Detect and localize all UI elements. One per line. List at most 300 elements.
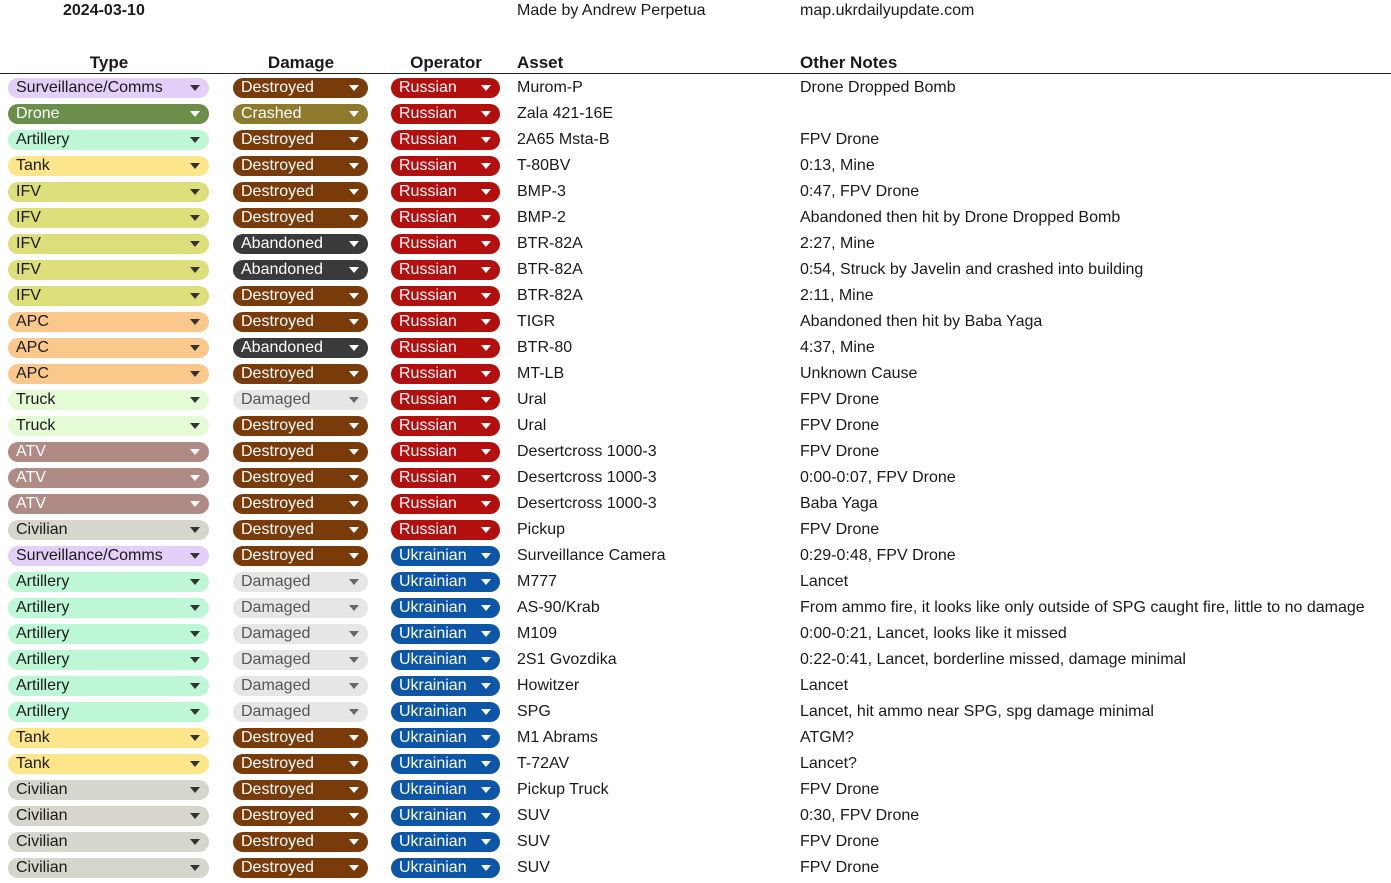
asset-cell: BTR-80 xyxy=(517,339,573,356)
operator-dropdown[interactable] xyxy=(391,468,500,488)
damage-dropdown-value: Damaged xyxy=(241,651,311,668)
operator-dropdown[interactable] xyxy=(391,260,500,280)
table-row xyxy=(0,725,1391,751)
type-dropdown-value: Civilian xyxy=(16,807,68,824)
chevron-down-icon[interactable] xyxy=(481,735,491,741)
chevron-down-icon[interactable] xyxy=(481,787,491,793)
damage-dropdown-value: Destroyed xyxy=(241,313,314,330)
chevron-down-icon[interactable] xyxy=(481,189,491,195)
operator-dropdown[interactable] xyxy=(391,494,500,514)
chevron-down-icon[interactable] xyxy=(481,163,491,169)
chevron-down-icon[interactable] xyxy=(349,85,359,91)
table-row xyxy=(0,257,1391,283)
chevron-down-icon[interactable] xyxy=(190,293,200,299)
type-dropdown[interactable] xyxy=(8,286,209,306)
chevron-down-icon[interactable] xyxy=(349,137,359,143)
asset-cell: 2A65 Msta-B xyxy=(517,131,610,148)
chevron-down-icon[interactable] xyxy=(349,839,359,845)
damage-dropdown[interactable] xyxy=(233,78,368,98)
chevron-down-icon[interactable] xyxy=(481,449,491,455)
operator-dropdown[interactable] xyxy=(391,78,500,98)
chevron-down-icon[interactable] xyxy=(190,449,200,455)
notes-cell: 0:47, FPV Drone xyxy=(800,183,920,200)
chevron-down-icon[interactable] xyxy=(349,657,359,663)
table-row xyxy=(0,517,1391,543)
damage-dropdown-value: Destroyed xyxy=(241,365,314,382)
asset-cell: M1 Abrams xyxy=(517,729,598,746)
type-dropdown-value: ATV xyxy=(16,495,46,512)
damage-dropdown[interactable] xyxy=(233,390,368,410)
chevron-down-icon[interactable] xyxy=(349,527,359,533)
operator-dropdown[interactable] xyxy=(391,312,500,332)
damage-dropdown[interactable] xyxy=(233,572,368,592)
chevron-down-icon[interactable] xyxy=(349,761,359,767)
operator-dropdown-value: Russian xyxy=(399,105,457,122)
type-dropdown-value: APC xyxy=(16,339,49,356)
operator-dropdown-value: Ukrainian xyxy=(399,599,467,616)
chevron-down-icon[interactable] xyxy=(481,267,491,273)
chevron-down-icon[interactable] xyxy=(190,475,200,481)
chevron-down-icon[interactable] xyxy=(190,319,200,325)
table-row xyxy=(0,491,1391,517)
asset-cell: Pickup Truck xyxy=(517,781,609,798)
damage-dropdown[interactable] xyxy=(233,442,368,462)
table-row xyxy=(0,205,1391,231)
type-dropdown[interactable] xyxy=(8,364,209,384)
table-row xyxy=(0,75,1391,101)
operator-dropdown[interactable] xyxy=(391,416,500,436)
column-header-notes: Other Notes xyxy=(800,53,898,72)
operator-dropdown-value: Russian xyxy=(399,417,457,434)
chevron-down-icon[interactable] xyxy=(349,163,359,169)
operator-dropdown[interactable] xyxy=(391,182,500,202)
damage-dropdown-value: Damaged xyxy=(241,391,311,408)
damage-dropdown-value: Destroyed xyxy=(241,443,314,460)
chevron-down-icon[interactable] xyxy=(349,111,359,117)
type-dropdown[interactable] xyxy=(8,416,209,436)
operator-dropdown[interactable] xyxy=(391,338,500,358)
operator-dropdown-value: Ukrainian xyxy=(399,677,467,694)
type-dropdown[interactable] xyxy=(8,156,209,176)
damage-dropdown-value: Destroyed xyxy=(241,521,314,538)
notes-cell: ATGM? xyxy=(800,729,854,746)
chevron-down-icon[interactable] xyxy=(190,527,200,533)
chevron-down-icon[interactable] xyxy=(349,189,359,195)
type-dropdown-value: IFV xyxy=(16,235,41,252)
operator-dropdown[interactable] xyxy=(391,208,500,228)
damage-dropdown-value: Crashed xyxy=(241,105,302,122)
chevron-down-icon[interactable] xyxy=(481,579,491,585)
damage-dropdown[interactable] xyxy=(233,754,368,774)
table-row xyxy=(0,777,1391,803)
operator-dropdown[interactable] xyxy=(391,858,500,878)
operator-dropdown[interactable] xyxy=(391,806,500,826)
chevron-down-icon[interactable] xyxy=(349,709,359,715)
operator-dropdown-value: Russian xyxy=(399,339,457,356)
damage-dropdown-value: Destroyed xyxy=(241,547,314,564)
type-dropdown-value: Artillery xyxy=(16,131,70,148)
chevron-down-icon[interactable] xyxy=(190,85,200,91)
damage-dropdown-value: Damaged xyxy=(241,573,311,590)
chevron-down-icon[interactable] xyxy=(190,735,200,741)
damage-dropdown[interactable] xyxy=(233,104,368,124)
chevron-down-icon[interactable] xyxy=(481,501,491,507)
notes-cell: 0:29-0:48, FPV Drone xyxy=(800,547,956,564)
type-dropdown-value: Truck xyxy=(16,391,56,408)
column-header-operator: Operator xyxy=(410,53,482,72)
operator-dropdown[interactable] xyxy=(391,676,500,696)
operator-dropdown[interactable] xyxy=(391,572,500,592)
asset-cell: Howitzer xyxy=(517,677,580,694)
chevron-down-icon[interactable] xyxy=(349,293,359,299)
table-row xyxy=(0,699,1391,725)
damage-dropdown[interactable] xyxy=(233,312,368,332)
type-dropdown[interactable] xyxy=(8,598,209,618)
type-dropdown[interactable] xyxy=(8,754,209,774)
chevron-down-icon[interactable] xyxy=(349,241,359,247)
damage-dropdown[interactable] xyxy=(233,286,368,306)
chevron-down-icon[interactable] xyxy=(349,397,359,403)
chevron-down-icon[interactable] xyxy=(349,371,359,377)
operator-dropdown[interactable] xyxy=(391,390,500,410)
chevron-down-icon[interactable] xyxy=(481,423,491,429)
type-dropdown[interactable] xyxy=(8,832,209,852)
chevron-down-icon[interactable] xyxy=(481,85,491,91)
damage-dropdown-value: Destroyed xyxy=(241,495,314,512)
asset-cell: BMP-2 xyxy=(517,209,566,226)
chevron-down-icon[interactable] xyxy=(190,189,200,195)
chevron-down-icon[interactable] xyxy=(349,605,359,611)
operator-dropdown-value: Russian xyxy=(399,79,457,96)
operator-dropdown[interactable] xyxy=(391,754,500,774)
asset-cell: AS-90/Krab xyxy=(517,599,600,616)
operator-dropdown-value: Ukrainian xyxy=(399,859,467,876)
type-dropdown[interactable] xyxy=(8,312,209,332)
chevron-down-icon[interactable] xyxy=(481,137,491,143)
chevron-down-icon[interactable] xyxy=(190,553,200,559)
notes-cell: FPV Drone xyxy=(800,521,880,538)
chevron-down-icon[interactable] xyxy=(481,553,491,559)
table-row xyxy=(0,231,1391,257)
type-dropdown-value: APC xyxy=(16,313,49,330)
damage-dropdown-value: Destroyed xyxy=(241,79,314,96)
type-dropdown[interactable] xyxy=(8,806,209,826)
operator-dropdown[interactable] xyxy=(391,520,500,540)
type-dropdown[interactable] xyxy=(8,260,209,280)
operator-dropdown-value: Russian xyxy=(399,261,457,278)
type-dropdown[interactable] xyxy=(8,520,209,540)
chevron-down-icon[interactable] xyxy=(349,553,359,559)
damage-dropdown[interactable] xyxy=(233,234,368,254)
asset-cell: SUV xyxy=(517,807,550,824)
chevron-down-icon[interactable] xyxy=(481,761,491,767)
chevron-down-icon[interactable] xyxy=(481,839,491,845)
damage-dropdown-value: Damaged xyxy=(241,703,311,720)
chevron-down-icon[interactable] xyxy=(481,683,491,689)
notes-cell: Lancet xyxy=(800,677,849,694)
type-dropdown[interactable] xyxy=(8,650,209,670)
column-header-damage: Damage xyxy=(267,53,335,72)
type-dropdown[interactable] xyxy=(8,546,209,566)
operator-dropdown[interactable] xyxy=(391,364,500,384)
chevron-down-icon[interactable] xyxy=(481,215,491,221)
damage-dropdown[interactable] xyxy=(233,156,368,176)
type-dropdown-value: Artillery xyxy=(16,573,70,590)
chevron-down-icon[interactable] xyxy=(481,371,491,377)
chevron-down-icon[interactable] xyxy=(190,137,200,143)
type-dropdown-value: IFV xyxy=(16,287,41,304)
type-dropdown[interactable] xyxy=(8,858,209,878)
chevron-down-icon[interactable] xyxy=(349,579,359,585)
chevron-down-icon[interactable] xyxy=(349,345,359,351)
damage-dropdown[interactable] xyxy=(233,780,368,800)
type-dropdown[interactable] xyxy=(8,442,209,462)
type-dropdown[interactable] xyxy=(8,572,209,592)
table-row xyxy=(0,361,1391,387)
operator-dropdown-value: Russian xyxy=(399,469,457,486)
chevron-down-icon[interactable] xyxy=(481,345,491,351)
operator-dropdown-value: Russian xyxy=(399,313,457,330)
chevron-down-icon[interactable] xyxy=(349,501,359,507)
type-dropdown[interactable] xyxy=(8,728,209,748)
damage-dropdown[interactable] xyxy=(233,806,368,826)
operator-dropdown[interactable] xyxy=(391,156,500,176)
chevron-down-icon[interactable] xyxy=(190,397,200,403)
type-dropdown[interactable] xyxy=(8,494,209,514)
type-dropdown-value: ATV xyxy=(16,443,46,460)
operator-dropdown-value: Ukrainian xyxy=(399,729,467,746)
type-dropdown[interactable] xyxy=(8,208,209,228)
damage-dropdown[interactable] xyxy=(233,598,368,618)
operator-dropdown[interactable] xyxy=(391,286,500,306)
damage-dropdown-value: Destroyed xyxy=(241,729,314,746)
type-dropdown-value: Civilian xyxy=(16,833,68,850)
chevron-down-icon[interactable] xyxy=(190,423,200,429)
operator-dropdown[interactable] xyxy=(391,546,500,566)
type-dropdown-value: Truck xyxy=(16,417,56,434)
table-row xyxy=(0,153,1391,179)
chevron-down-icon[interactable] xyxy=(190,501,200,507)
source-site: map.ukrdailyupdate.com xyxy=(800,2,975,19)
type-dropdown[interactable] xyxy=(8,182,209,202)
damage-dropdown-value: Destroyed xyxy=(241,755,314,772)
damage-dropdown[interactable] xyxy=(233,416,368,436)
operator-dropdown[interactable] xyxy=(391,234,500,254)
operator-dropdown[interactable] xyxy=(391,780,500,800)
notes-cell: From ammo fire, it looks like only outside of SPG caught fire, little to no damage xyxy=(800,599,1365,616)
chevron-down-icon[interactable] xyxy=(481,241,491,247)
operator-dropdown[interactable] xyxy=(391,624,500,644)
operator-dropdown-value: Russian xyxy=(399,495,457,512)
chevron-down-icon[interactable] xyxy=(190,163,200,169)
chevron-down-icon[interactable] xyxy=(190,215,200,221)
damage-dropdown[interactable] xyxy=(233,468,368,488)
chevron-down-icon[interactable] xyxy=(190,631,200,637)
type-dropdown[interactable] xyxy=(8,702,209,722)
damage-dropdown-value: Damaged xyxy=(241,625,311,642)
type-dropdown-value: Artillery xyxy=(16,677,70,694)
chevron-down-icon[interactable] xyxy=(349,631,359,637)
chevron-down-icon[interactable] xyxy=(190,657,200,663)
chevron-down-icon[interactable] xyxy=(481,813,491,819)
damage-dropdown-value: Destroyed xyxy=(241,469,314,486)
table-row xyxy=(0,387,1391,413)
chevron-down-icon[interactable] xyxy=(190,267,200,273)
notes-cell: FPV Drone xyxy=(800,443,880,460)
operator-dropdown-value: Russian xyxy=(399,235,457,252)
chevron-down-icon[interactable] xyxy=(190,111,200,117)
chevron-down-icon[interactable] xyxy=(481,709,491,715)
chevron-down-icon[interactable] xyxy=(349,475,359,481)
notes-cell: FPV Drone xyxy=(800,391,880,408)
asset-cell: TIGR xyxy=(517,313,556,330)
notes-cell: FPV Drone xyxy=(800,417,880,434)
chevron-down-icon[interactable] xyxy=(349,813,359,819)
type-dropdown[interactable] xyxy=(8,78,209,98)
operator-dropdown[interactable] xyxy=(391,104,500,124)
damage-dropdown-value: Damaged xyxy=(241,677,311,694)
damage-dropdown[interactable] xyxy=(233,182,368,202)
notes-cell: FPV Drone xyxy=(800,131,880,148)
operator-dropdown-value: Russian xyxy=(399,183,457,200)
asset-cell: Zala 421-16E xyxy=(517,105,614,122)
chevron-down-icon[interactable] xyxy=(481,293,491,299)
asset-cell: T-72AV xyxy=(517,755,570,772)
chevron-down-icon[interactable] xyxy=(481,397,491,403)
chevron-down-icon[interactable] xyxy=(481,605,491,611)
operator-dropdown[interactable] xyxy=(391,832,500,852)
type-dropdown[interactable] xyxy=(8,676,209,696)
chevron-down-icon[interactable] xyxy=(481,631,491,637)
damage-dropdown-value: Destroyed xyxy=(241,209,314,226)
asset-cell: Ural xyxy=(517,391,547,408)
operator-dropdown[interactable] xyxy=(391,598,500,618)
chevron-down-icon[interactable] xyxy=(190,813,200,819)
chevron-down-icon[interactable] xyxy=(481,319,491,325)
chevron-down-icon[interactable] xyxy=(349,683,359,689)
table-row xyxy=(0,855,1391,881)
asset-cell: MT-LB xyxy=(517,365,565,382)
notes-cell: Baba Yaga xyxy=(800,495,878,512)
damage-dropdown[interactable] xyxy=(233,338,368,358)
chevron-down-icon[interactable] xyxy=(349,319,359,325)
damage-dropdown[interactable] xyxy=(233,260,368,280)
type-dropdown[interactable] xyxy=(8,338,209,358)
operator-dropdown[interactable] xyxy=(391,442,500,462)
table-row xyxy=(0,803,1391,829)
chevron-down-icon[interactable] xyxy=(349,449,359,455)
type-dropdown-value: Artillery xyxy=(16,625,70,642)
chevron-down-icon[interactable] xyxy=(190,709,200,715)
damage-dropdown[interactable] xyxy=(233,832,368,852)
type-dropdown[interactable] xyxy=(8,390,209,410)
damage-dropdown-value: Destroyed xyxy=(241,157,314,174)
damage-dropdown-value: Damaged xyxy=(241,599,311,616)
damage-dropdown[interactable] xyxy=(233,130,368,150)
type-dropdown[interactable] xyxy=(8,780,209,800)
chevron-down-icon[interactable] xyxy=(190,371,200,377)
chevron-down-icon[interactable] xyxy=(190,787,200,793)
damage-dropdown-value: Destroyed xyxy=(241,807,314,824)
damage-dropdown[interactable] xyxy=(233,494,368,514)
chevron-down-icon[interactable] xyxy=(481,865,491,871)
chevron-down-icon[interactable] xyxy=(349,735,359,741)
damage-dropdown[interactable] xyxy=(233,650,368,670)
operator-dropdown-value: Russian xyxy=(399,391,457,408)
chevron-down-icon[interactable] xyxy=(190,839,200,845)
type-dropdown[interactable] xyxy=(8,130,209,150)
asset-cell: BTR-82A xyxy=(517,287,583,304)
chevron-down-icon[interactable] xyxy=(190,683,200,689)
damage-dropdown[interactable] xyxy=(233,520,368,540)
chevron-down-icon[interactable] xyxy=(481,111,491,117)
damage-dropdown[interactable] xyxy=(233,624,368,644)
damage-dropdown[interactable] xyxy=(233,546,368,566)
operator-dropdown[interactable] xyxy=(391,130,500,150)
type-dropdown-value: Artillery xyxy=(16,703,70,720)
type-dropdown-value: Drone xyxy=(16,105,60,122)
notes-cell: Lancet xyxy=(800,573,849,590)
damage-dropdown[interactable] xyxy=(233,728,368,748)
author-credit: Made by Andrew Perpetua xyxy=(517,2,706,19)
table-row xyxy=(0,127,1391,153)
chevron-down-icon[interactable] xyxy=(190,865,200,871)
operator-dropdown-value: Ukrainian xyxy=(399,625,467,642)
damage-dropdown[interactable] xyxy=(233,858,368,878)
chevron-down-icon[interactable] xyxy=(349,423,359,429)
type-dropdown[interactable] xyxy=(8,624,209,644)
asset-cell: Desertcross 1000-3 xyxy=(517,443,657,460)
loss-table xyxy=(0,75,1391,881)
type-dropdown[interactable] xyxy=(8,468,209,488)
type-dropdown[interactable] xyxy=(8,234,209,254)
damage-dropdown-value: Abandoned xyxy=(241,235,323,252)
operator-dropdown-value: Russian xyxy=(399,521,457,538)
chevron-down-icon[interactable] xyxy=(349,215,359,221)
type-dropdown[interactable] xyxy=(8,104,209,124)
chevron-down-icon[interactable] xyxy=(481,657,491,663)
chevron-down-icon[interactable] xyxy=(190,761,200,767)
damage-dropdown[interactable] xyxy=(233,364,368,384)
chevron-down-icon[interactable] xyxy=(190,579,200,585)
asset-cell: BTR-82A xyxy=(517,261,583,278)
chevron-down-icon[interactable] xyxy=(190,345,200,351)
type-dropdown-value: Artillery xyxy=(16,651,70,668)
chevron-down-icon[interactable] xyxy=(349,787,359,793)
damage-dropdown[interactable] xyxy=(233,702,368,722)
operator-dropdown[interactable] xyxy=(391,650,500,670)
operator-dropdown-value: Russian xyxy=(399,365,457,382)
damage-dropdown[interactable] xyxy=(233,676,368,696)
chevron-down-icon[interactable] xyxy=(190,241,200,247)
table-row xyxy=(0,647,1391,673)
table-row xyxy=(0,569,1391,595)
damage-dropdown[interactable] xyxy=(233,208,368,228)
chevron-down-icon[interactable] xyxy=(481,527,491,533)
notes-cell: 0:00-0:21, Lancet, looks like it missed xyxy=(800,625,1067,642)
operator-dropdown[interactable] xyxy=(391,728,500,748)
chevron-down-icon[interactable] xyxy=(349,267,359,273)
operator-dropdown-value: Ukrainian xyxy=(399,755,467,772)
chevron-down-icon[interactable] xyxy=(190,605,200,611)
notes-cell: Abandoned then hit by Drone Dropped Bomb xyxy=(800,209,1121,226)
table-row xyxy=(0,179,1391,205)
chevron-down-icon[interactable] xyxy=(349,865,359,871)
operator-dropdown[interactable] xyxy=(391,702,500,722)
notes-cell: 4:37, Mine xyxy=(800,339,875,356)
type-dropdown-value: Tank xyxy=(16,157,50,174)
chevron-down-icon[interactable] xyxy=(481,475,491,481)
